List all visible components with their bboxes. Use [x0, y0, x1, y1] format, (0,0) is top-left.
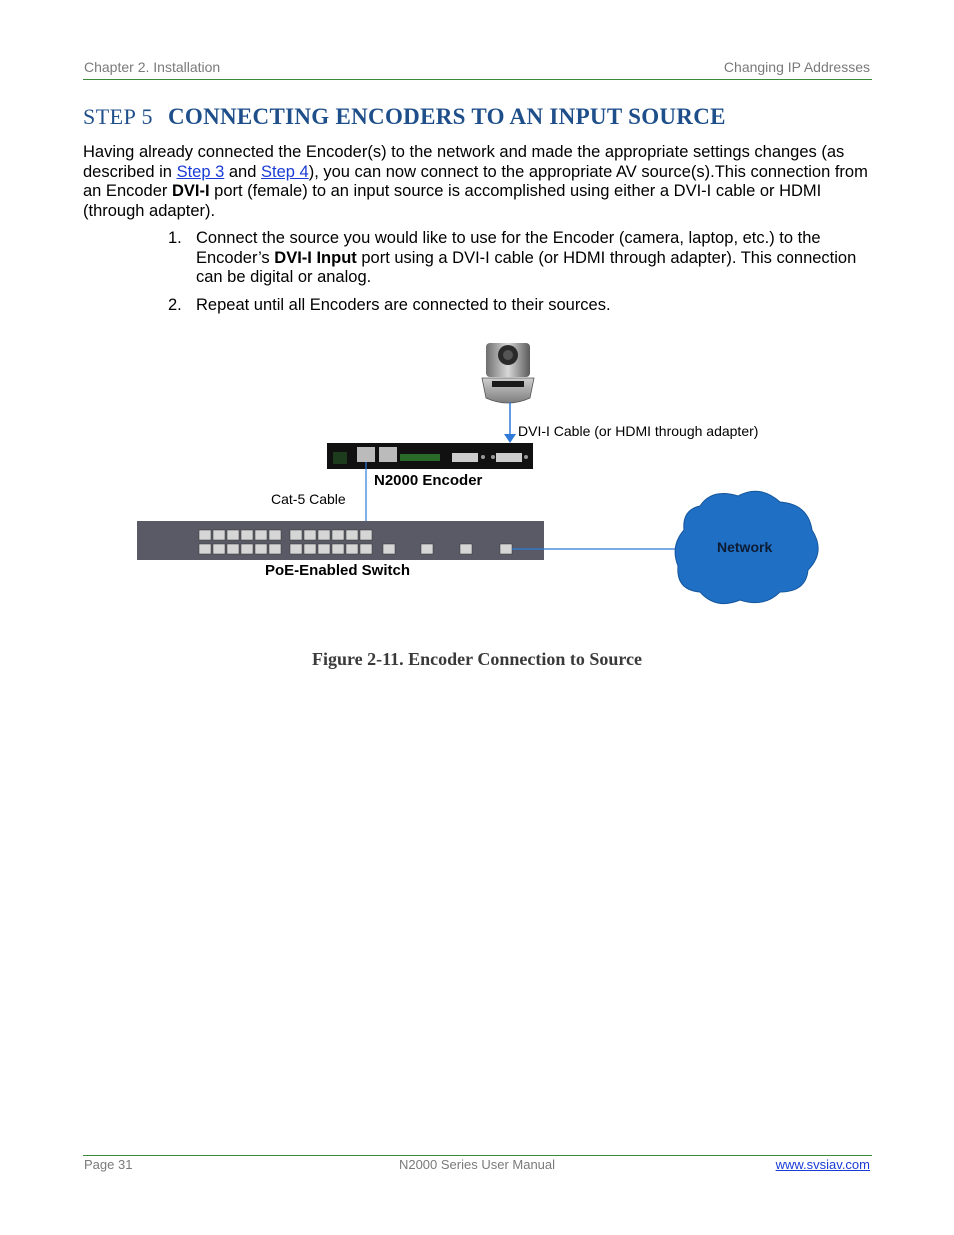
step-1-bold: DVI-I Input [274, 248, 357, 267]
header-section: Changing IP Addresses [723, 59, 870, 75]
step-2-number: 2. [168, 296, 182, 314]
footer-url-link[interactable]: www.svsiav.com [775, 1157, 870, 1172]
intro-text-4: port (female) to an input source is accomplished using either a DVI-I cable or HDMI (through adapter). [83, 182, 822, 220]
step-1-text-a: Connect the source you would like to use for the Encoder (camera, laptop, etc.) to the Encoder’s [196, 229, 821, 267]
step-1-number: 1. [168, 229, 182, 247]
header-chapter: Chapter 2. Installation [84, 59, 221, 75]
step-number: STEP 5 [83, 104, 154, 129]
step-1-text-b: port using a DVI-I cable (or HDMI through adapter). This connection can be digital or analog. [196, 248, 857, 286]
dvi-cable-label: DVI-I Cable (or HDMI through adapter) [518, 423, 759, 439]
link-step-3[interactable]: Step 3 [176, 162, 225, 181]
step-1-text [196, 229, 868, 288]
header-rule [83, 79, 872, 80]
poe-switch-device [137, 521, 544, 560]
camera-icon [482, 343, 534, 403]
step-2-text: Repeat until all Encoders are connected to their sources. [196, 296, 611, 314]
switch-label: PoE-Enabled Switch [265, 562, 411, 579]
encoder-label: N2000 Encoder [374, 472, 483, 489]
intro-text-1: Having already connected the Encoder(s) to the network and made the appropriate settings changes (as described in [83, 143, 845, 181]
footer-manual: N2000 Series User Manual [398, 1157, 556, 1172]
figure-caption: Figure 2-11. Encoder Connection to Source [312, 649, 642, 669]
dvi-arrow-head [504, 434, 516, 443]
footer-rule [83, 1155, 872, 1156]
intro-bold-dvi: DVI-I [171, 182, 210, 200]
network-label: Network [717, 539, 773, 555]
cat5-cable-label: Cat-5 Cable [271, 491, 346, 507]
intro-text-2: and [224, 162, 261, 181]
footer-page: Page 31 [84, 1157, 133, 1172]
encoder-device [327, 443, 533, 469]
link-step-4[interactable]: Step 4 [260, 162, 309, 181]
intro-text-3: ), you can now connect to the appropriate AV source(s).This connection from an Encoder [83, 162, 868, 200]
section-title: CONNECTING ENCODERS TO AN INPUT SOURCE [168, 104, 726, 129]
intro-paragraph [83, 143, 873, 221]
